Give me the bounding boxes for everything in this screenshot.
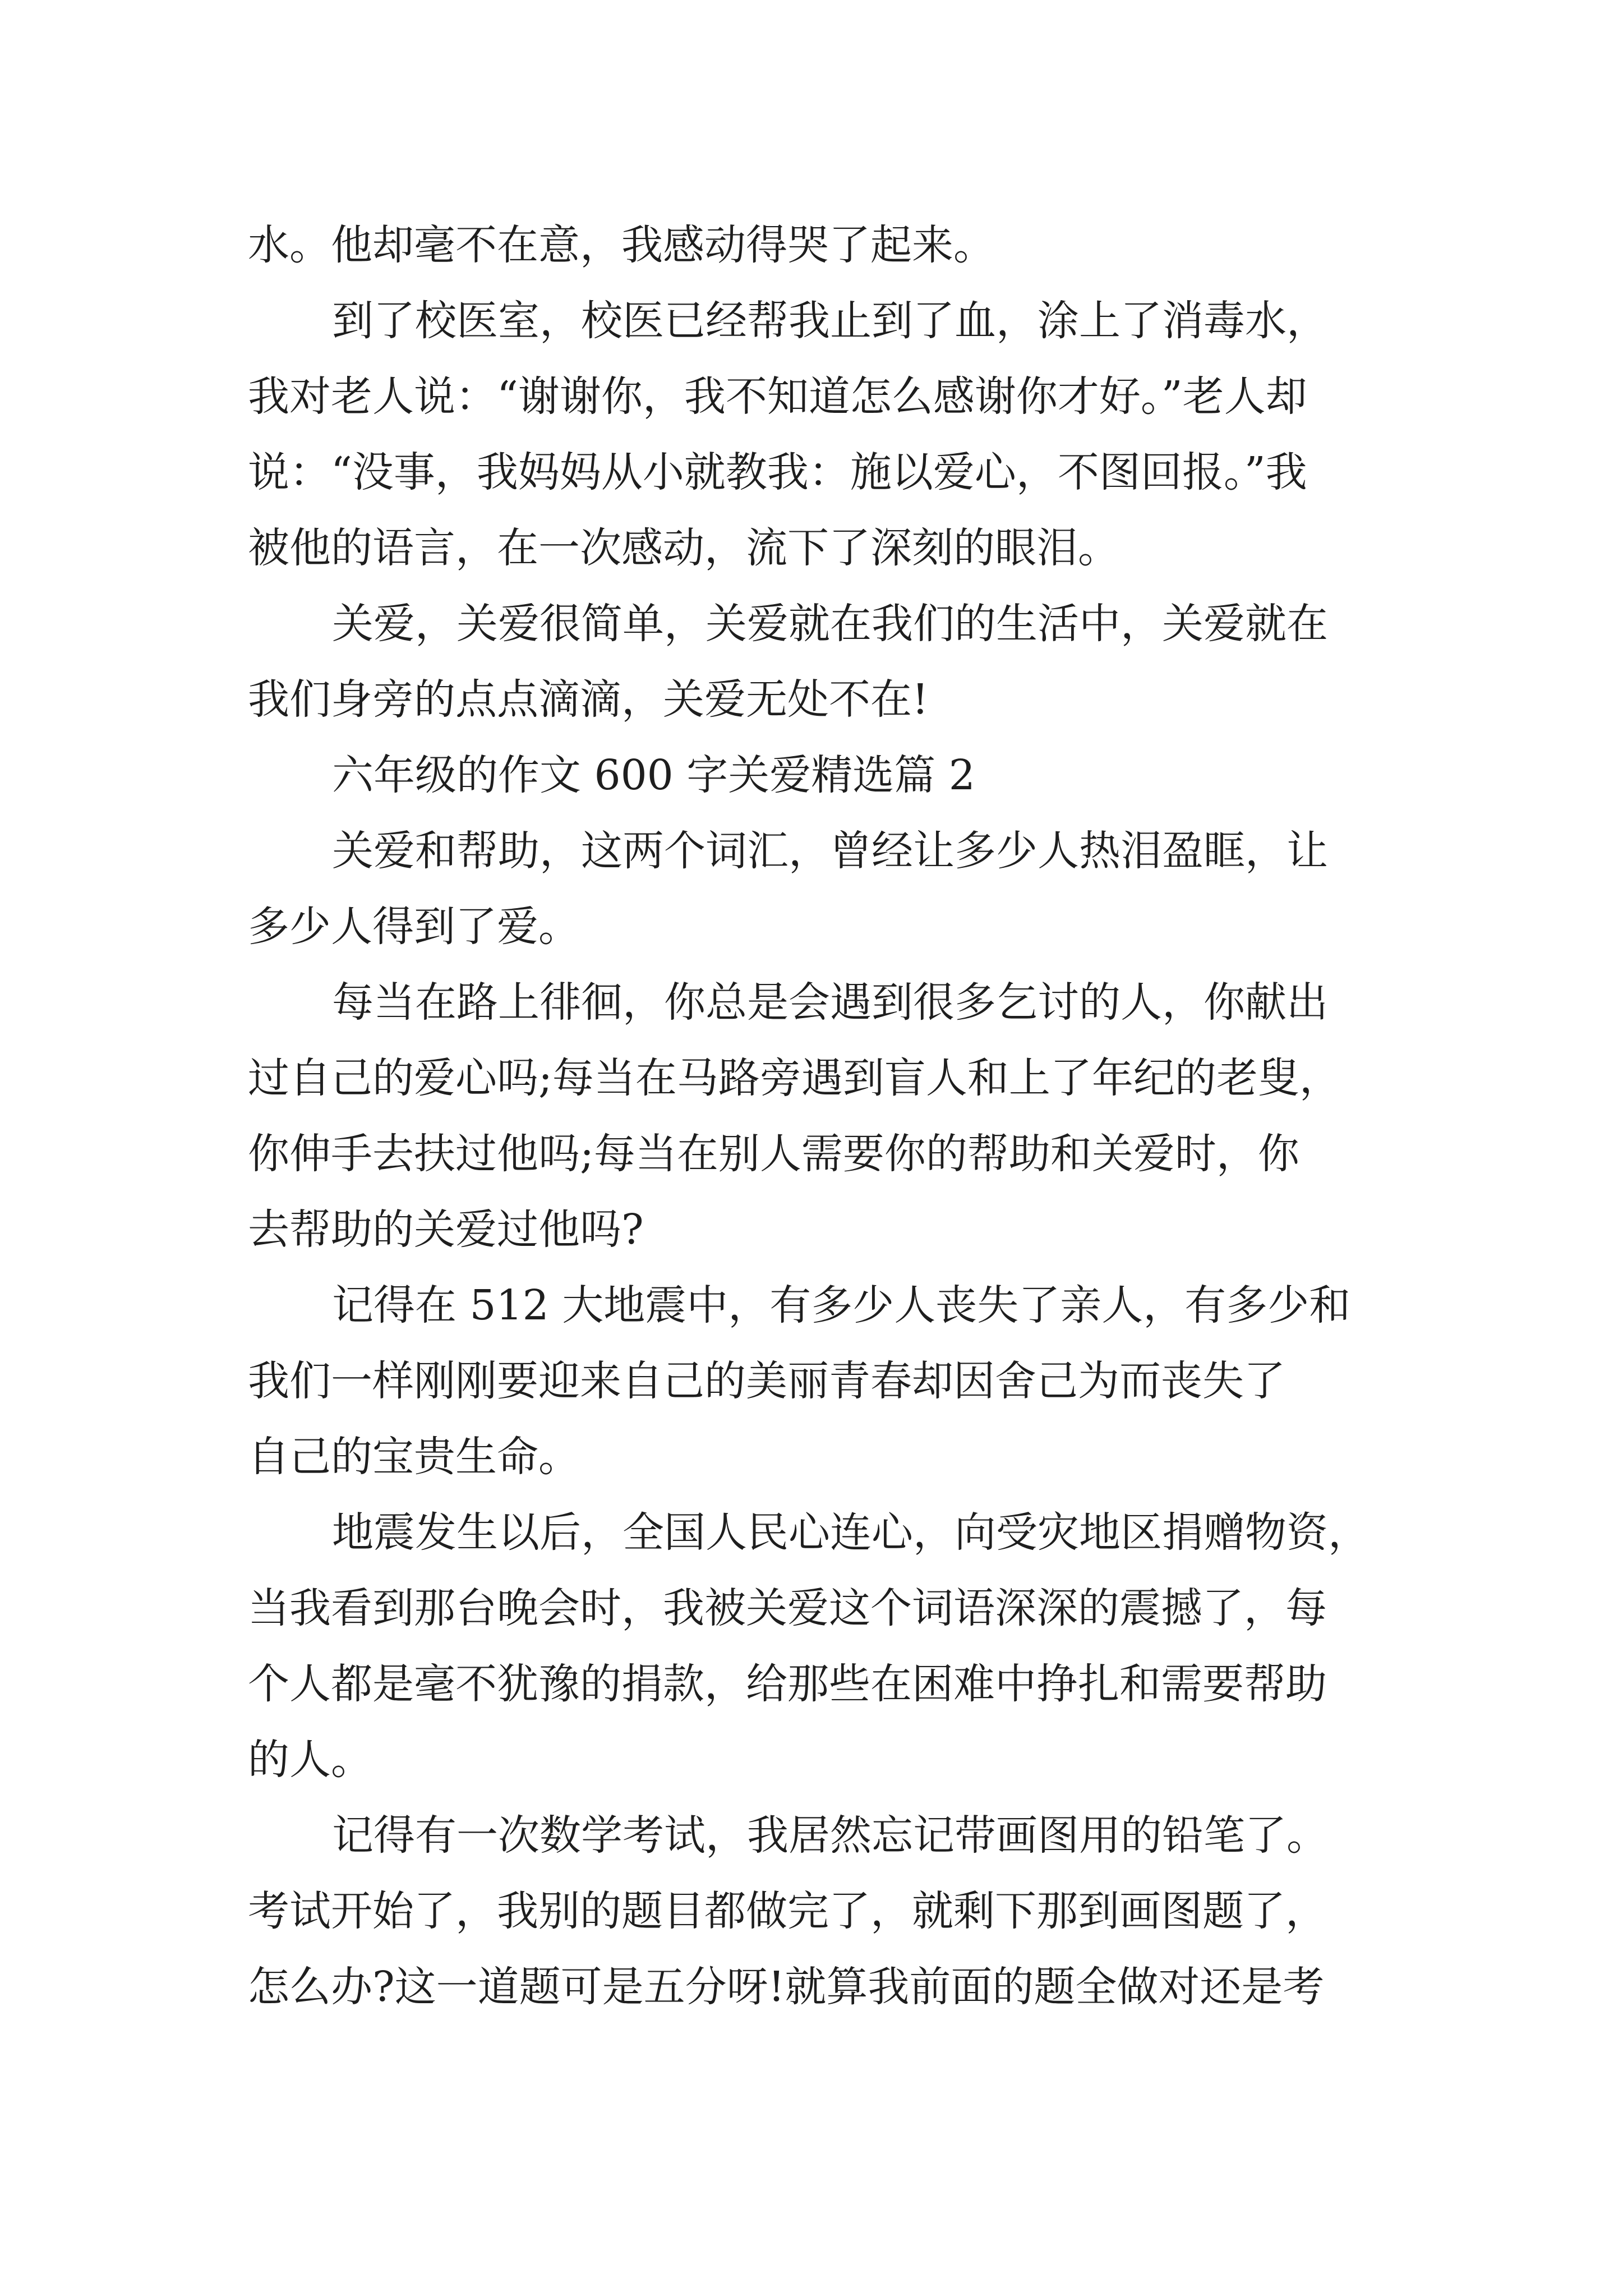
text-line: 到了校医室，校医已经帮我止到了血，涂上了消毒水， — [332, 297, 1328, 345]
text-line: 的人。 — [248, 1736, 372, 1784]
text-line: 记得在 512 大地震中，有多少人丧失了亲人，有多少和 — [332, 1281, 1351, 1329]
text-line: 多少人得到了爱。 — [248, 903, 580, 951]
text-line: 去帮助的关爱过他吗? — [248, 1205, 644, 1254]
text-line: 我们身旁的点点滴滴，关爱无处不在! — [248, 675, 929, 724]
document-body — [248, 208, 1392, 2025]
text-line: 我们一样刚刚要迎来自己的美丽青春却因舍己为而丧失了 — [248, 1357, 1285, 1405]
text-line: 关爱和帮助，这两个词汇，曾经让多少人热泪盈眶，让 — [332, 827, 1328, 875]
text-line: 被他的语言，在一次感动，流下了深刻的眼泪。 — [248, 524, 1119, 572]
text-line: 个人都是毫不犹豫的捐款，给那些在困难中挣扎和需要帮助 — [248, 1660, 1327, 1708]
text-line: 说：“没事，我妈妈从小就教我：施以爱心，不图回报。”我 — [248, 448, 1307, 496]
text-line: 水。他却毫不在意，我感动得哭了起来。 — [248, 221, 995, 269]
text-line: 当我看到那台晚会时，我被关爱这个词语深深的震撼了，每 — [248, 1584, 1327, 1632]
text-line: 过自己的爱心吗;每当在马路旁遇到盲人和上了年纪的老叟， — [248, 1054, 1341, 1102]
text-line: 地震发生以后，全国人民心连心，向受灾地区捐赠物资， — [332, 1508, 1370, 1557]
text-line: 自己的宝贵生命。 — [248, 1433, 580, 1481]
section-heading: 六年级的作文 600 字关爱精选篇 2 — [332, 751, 975, 799]
text-line: 记得有一次数学考试，我居然忘记带画图用的铅笔了。 — [332, 1811, 1328, 1860]
text-line: 你伸手去扶过他吗;每当在别人需要你的帮助和关爱时，你 — [248, 1130, 1299, 1178]
text-line: 怎么办?这一道题可是五分呀!就算我前面的题全做对还是考 — [248, 1963, 1325, 2011]
text-line: 考试开始了，我别的题目都做完了，就剩下那到画图题了， — [248, 1887, 1327, 1935]
text-line: 我对老人说：“谢谢你，我不知道怎么感谢你才好。”老人却 — [248, 372, 1307, 421]
text-line: 关爱，关爱很简单，关爱就在我们的生活中，关爱就在 — [332, 600, 1328, 648]
text-line: 每当在路上徘徊，你总是会遇到很多乞讨的人，你献出 — [332, 978, 1328, 1027]
